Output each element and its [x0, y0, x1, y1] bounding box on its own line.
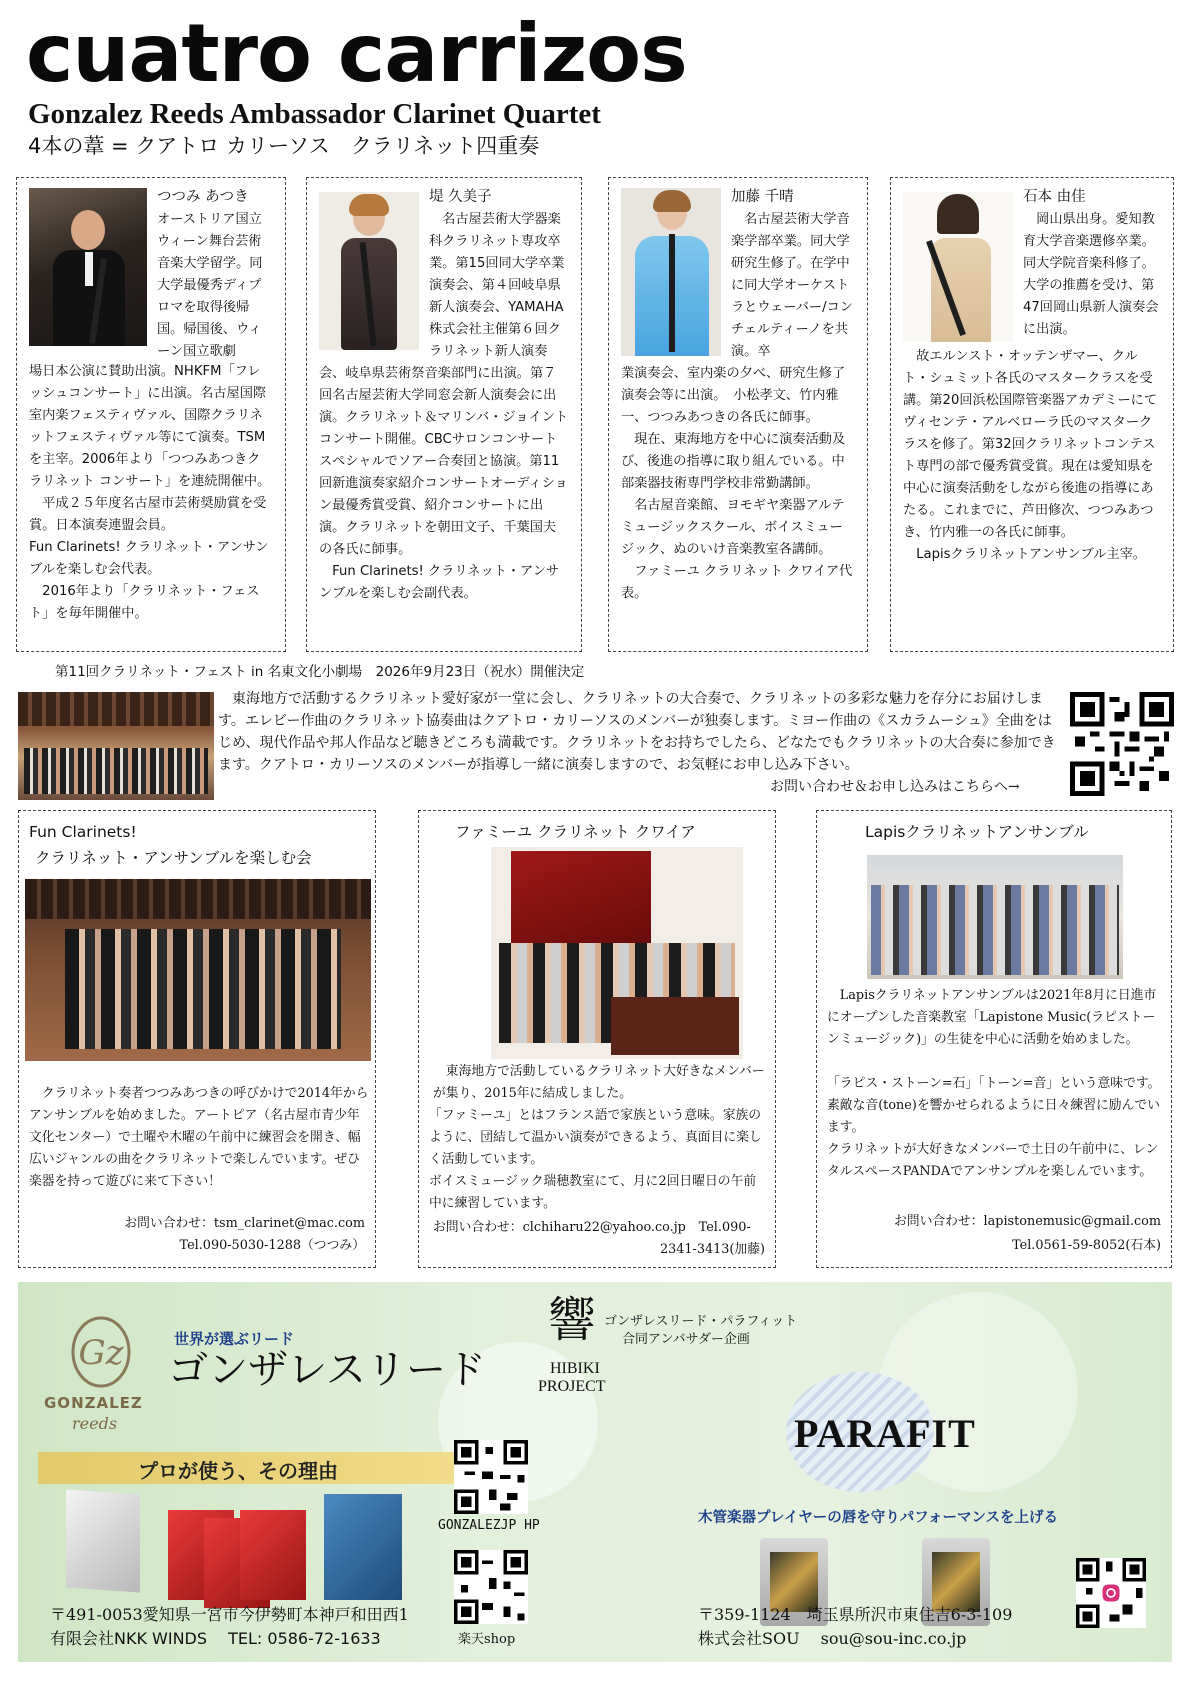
member-bio-side: オーストリア国立ウィーン舞台芸術音楽大学留学。同大学最優秀ディプロマを取得後帰国。帰国後、ウィーン国立歌劇 [157, 212, 263, 359]
nkk-company: 有限会社NKK WINDS TEL: 0586-72-1633 [50, 1629, 381, 1648]
member-photo [621, 188, 721, 356]
reed-box-red-3 [240, 1510, 306, 1600]
member-bio-p1: 故エルンスト・オッテンザマー、クルト・シュミット各氏のマスタークラスを受講。第20回浜松国際管楽器アカデミーにてヴィセンテ・アルベローラ氏のマスタークラスを修了。第32回クラリネットコンテスト専門の部で優秀賞受賞。現在は愛知県を中心に演奏活動をしながら後進の指導にあたる。これまでに、芦田修次、つつみあつき、竹内雅一の各氏に師事。 [903, 349, 1158, 540]
member-bio-p2: Fun Clarinets! クラリネット・アンサンブルを楽しむ会副代表。 [319, 564, 560, 601]
ensemble-contact-tel: 2341-3413(加藤) [659, 1242, 765, 1257]
member-photo [903, 192, 1013, 342]
ensemble-description: クラリネット奏者つつみあつきの呼びかけで2014年からアンサンブルを始めました。アートピア（名古屋市青少年文化センター）で土曜や木曜の午前中に練習会を開き、幅広いジャンルの曲をクラリネットで楽しんでいます。ぜひ楽器を持って遊びに来て下さい！ [29, 1086, 369, 1189]
ensemble-photo [25, 879, 371, 1061]
member-bio-side: 名古屋芸術大学器楽科クラリネット専攻卒業。第15回同大学卒業演奏会、第４回岐阜県新人演奏会、YAMAHA株式会社主催第６回クラリネット新人演奏 [429, 212, 565, 359]
nkk-address: 〒491-0053愛知県一宮市今伊勢町本神戸和田西1 [50, 1605, 409, 1624]
parafit-logo: PARAFIT [794, 1411, 976, 1456]
member-card-kato-chiharu [608, 177, 868, 652]
ensemble-description-p3: クラリネットが大好きなメンバーで土日の午前中に、レンタルスペースPANDAでアンサンブルを楽しんでいます。 [827, 1142, 1159, 1179]
sou-address: 〒359-1124 埼玉県所沢市東住吉6-3-109 [698, 1605, 1013, 1624]
member-bio-p4: ファミーユ クラリネット クワイア代表。 [621, 564, 853, 601]
sou-company: 株式会社SOU sou@sou-inc.co.jp [698, 1629, 967, 1648]
event-heading: 第11回クラリネット・フェスト in 名東文化小劇場 2026年9月23日（祝水）開催決定 [55, 664, 585, 680]
gonzalez-logo-icon [56, 1312, 146, 1392]
member-bio-p1: 場日本公演に賛助出演。NHKFM「フレッシュコンサート」に出演。名古屋国際室内楽フェスティヴァル、国際クラリネットフェスティヴァル等にて演奏。TSMを主宰。2006年より「つつみあつきクラリネット コンサート」を連続開催中。 [29, 364, 271, 489]
member-bio-p3: Fun Clarinets! クラリネット・アンサンブルを楽しむ会代表。 [29, 540, 269, 577]
member-name: 堤 久美子 [429, 189, 492, 205]
ensemble-description-p2: 「ファミーユ」とはフランス語で家族という意味。家族のように、団結して温かい演奏ができるよう、真面目に楽しく活動しています。 [429, 1108, 762, 1167]
ensemble-title: ファミーユ クラリネット クワイア [455, 823, 696, 841]
member-bio-p1: 業演奏会、室内楽の夕べ、研究生修了演奏会等に出演。 小松孝文、竹内雅一、つつみあつきの各氏に師事。 [621, 366, 846, 425]
member-name: 石本 由佳 [1023, 189, 1086, 205]
sponsor-advertisement [18, 1282, 1172, 1662]
ensemble-description-p1: Lapisクラリネットアンサンブルは2021年8月に日進市にオープンした音楽教室「Lapistone Music(ラピストーンミュージック)」の生徒を中心に活動を始めました。 [827, 988, 1157, 1047]
ensemble-card-fun-clarinets [18, 810, 376, 1268]
member-name: つつみ あつき [157, 189, 249, 205]
qr-icon [1070, 692, 1174, 796]
member-bio-p1: 会、岐阜県芸術祭音楽部門に出演。第７回名古屋芸術大学同窓会新人演奏会に出演。クラリネット＆マリンバ・ジョイントコンサート開催。CBCサロンコンサートスペシャルでソアー合奏団と協演。第11回新進演奏家紹介コンサートオーディション最優秀賞受賞、紹介コンサートに出演。クラリネットを朝田文子、千葉国夫の各氏に師事。 [319, 366, 569, 557]
hibiki-sub1: ゴンザレスリード・パラフィット [604, 1314, 798, 1329]
svg-text:Gz: Gz [78, 1333, 124, 1373]
member-bio-side: 岡山県出身。愛知教育大学音楽選修卒業。同大学院音楽科修了。大学の推薦を受け、第47回岡山県新人演奏会に出演。 [1023, 212, 1159, 337]
member-photo [319, 192, 419, 350]
hibiki-logo: 響 [548, 1292, 597, 1348]
member-bio-p4: 2016年より「クラリネット・フェスト」を毎年開催中。 [29, 584, 260, 621]
event-photo [18, 692, 214, 800]
ensemble-contact-email[interactable]: お問い合わせ：clchiharu22@yahoo.co.jp Tel.090- [433, 1220, 751, 1235]
reed-box-blue [324, 1494, 402, 1600]
member-bio-side: 名古屋芸術大学音楽学部卒業。同大学研究生修了。在学中に同大学オーケストラとウェーバー/コンチェルティーノを共演。卒 [731, 212, 853, 359]
ensemble-photo [867, 855, 1123, 979]
ensemble-card-lapis [816, 810, 1172, 1268]
ensemble-contact-email[interactable]: お問い合わせ：tsm_clarinet@mac.com [124, 1216, 365, 1231]
page-subtitle: Gonzalez Reeds Ambassador Clarinet Quartet [28, 98, 601, 130]
reed-box-silver [66, 1489, 140, 1592]
ensemble-photo [491, 847, 743, 1059]
hibiki-sub2: 合同アンバサダー企画 [622, 1332, 750, 1347]
qr-icon [454, 1440, 528, 1514]
page-title: cuatro carrizos [26, 7, 687, 100]
gonzalez-hp-qr-code[interactable] [454, 1440, 528, 1514]
member-bio-p3: 名古屋音楽館、ヨモギヤ楽器アルテミュージックスクール、ボイスミュージック、ぬのいけ音楽教室各講師。 [621, 498, 845, 557]
ensemble-title: Lapisクラリネットアンサンブル [865, 823, 1089, 841]
gonzalez-logo-sub: reeds [72, 1414, 118, 1433]
gonzalez-logo-text: GONZALEZ [44, 1394, 143, 1412]
member-card-ishimoto-yuka [890, 177, 1174, 652]
instagram-qr-code[interactable] [1076, 1558, 1146, 1628]
ensemble-contact-tel: Tel.0561-59-8052(石本) [1012, 1238, 1161, 1253]
ensemble-title-sub: クラリネット・アンサンブルを楽しむ会 [35, 849, 312, 867]
event-contact-link[interactable]: お問い合わせ＆お申し込みはこちらへ→ [770, 779, 1020, 795]
page-subtitle-ja: 4本の葦 = クアトロ カリーソス クラリネット四重奏 [28, 134, 540, 158]
ensemble-description-p3: ボイスミュージック瑞穂教室にて、月に2回日曜日の午前中に練習しています。 [429, 1174, 757, 1211]
member-name: 加藤 千晴 [731, 189, 794, 205]
member-card-tsutsumi-kumiko [306, 177, 582, 652]
member-card-tsutsumi-atsuki [16, 177, 286, 652]
ensemble-contact-tel: Tel.090-5030-1288（つつみ） [179, 1238, 365, 1253]
ensemble-contact-email[interactable]: お問い合わせ：lapistonemusic@gmail.com [893, 1214, 1161, 1229]
rakuten-shop-qr-code[interactable] [454, 1550, 528, 1624]
ensemble-description-p2: 「ラピス・ストーン=石」「トーン=音」という意味です。素敵な音(tone)を響かせられるように日々練習に励んでいます。 [827, 1076, 1161, 1135]
ad-tagline: 世界が選ぶリード [174, 1330, 295, 1348]
member-bio-p2: 平成２５年度名古屋市芸術奨励賞を受賞。日本演奏連盟会員。 [29, 496, 267, 533]
ensemble-title: Fun Clarinets! [29, 823, 137, 841]
parafit-tagline: 木管楽器プレイヤーの唇を守りパフォーマンスを上げる [698, 1510, 1059, 1526]
member-bio-p2: 現在、東海地方を中心に演奏活動及び、後進の指導に取り組んでいる。中部楽器技術専門学校非常勤講師。 [621, 432, 846, 491]
ensemble-card-famille [418, 810, 776, 1268]
hibiki-en1: HIBIKI [550, 1360, 600, 1377]
ensemble-description-p1: 東海地方で活動しているクラリネット大好きなメンバーが集り、2015年に結成しました。 [433, 1064, 765, 1101]
reason-text: プロが使う、その理由 [138, 1459, 338, 1483]
event-description: 東海地方で活動するクラリネット愛好家が一堂に会し、クラリネットの大合奏で、クラリネットの多彩な魅力を存分にお届けします。エレビー作曲のクラリネット協奏曲はクアトロ・カリーソスのメンバーが独奏します。ミヨー作曲の《スカラムーシュ》全曲をはじめ、現代作品や邦人作品など聴きどころも満載です。クラリネットをお持ちでしたら、どなたでもクラリネットの大合奏に参加できます。クアトロ・カリーソスのメンバーが指導し一緒に演奏しますので、お気軽にお申し込み下さい。 [218, 691, 1056, 773]
ad-brand: ゴンザレスリード [168, 1347, 486, 1393]
qr-icon [1076, 1558, 1146, 1628]
qr-icon [454, 1550, 528, 1624]
hibiki-en2: PROJECT [538, 1378, 606, 1395]
member-photo [29, 188, 147, 346]
reason-banner [38, 1452, 458, 1484]
qr1-label: GONZALEZJP HP [438, 1518, 540, 1533]
event-qr-code[interactable] [1070, 692, 1174, 796]
qr2-label: 楽天shop [458, 1632, 516, 1647]
member-bio-p2: Lapisクラリネットアンサンブル主宰。 [903, 547, 1146, 562]
